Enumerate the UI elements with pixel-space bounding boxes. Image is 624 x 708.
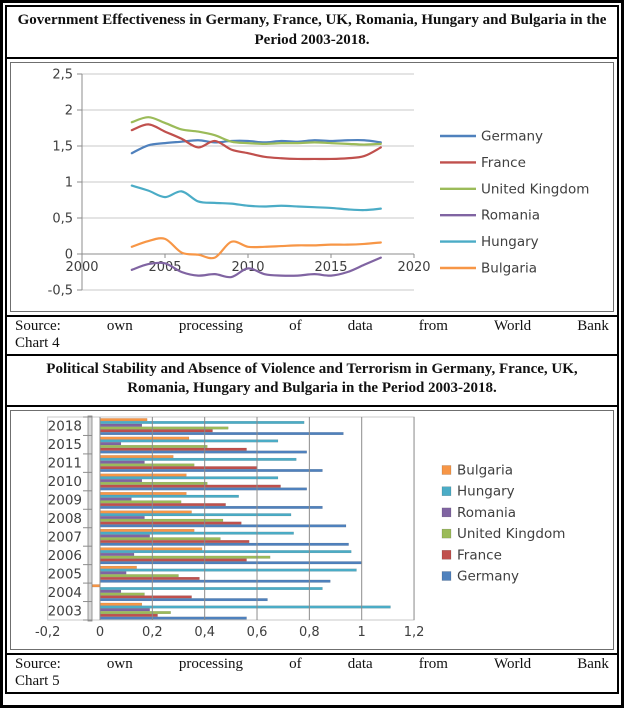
category-label: 2015 xyxy=(47,437,82,454)
x-tick-label: 1 xyxy=(357,625,366,641)
government-effectiveness-chart xyxy=(12,64,612,310)
legend-label: Germany xyxy=(457,568,520,585)
bar-united-kingdom-2018 xyxy=(100,427,228,430)
bar-united-kingdom-2009 xyxy=(100,501,181,504)
source-word: of xyxy=(289,656,302,673)
x-tick-label: 1,2 xyxy=(403,625,425,641)
y-tick-label: 1,5 xyxy=(52,139,73,155)
legend-label: Hungary xyxy=(457,483,515,500)
bar-germany-2005 xyxy=(100,580,330,583)
series-line-hungary xyxy=(132,185,381,209)
x-tick-label: 0,8 xyxy=(299,625,320,641)
category-label: 2008 xyxy=(47,511,82,528)
category-label: 2007 xyxy=(47,529,82,546)
legend-square-swatch xyxy=(442,466,451,475)
bar-bulgaria-2009 xyxy=(100,492,186,495)
chart4-label: Chart 4 xyxy=(15,334,60,351)
bar-germany-2015 xyxy=(100,451,307,454)
bar-germany-2003 xyxy=(100,617,247,620)
source-word: from xyxy=(418,317,448,334)
series-line-bulgaria xyxy=(132,238,381,258)
bar-bulgaria-2018 xyxy=(100,419,147,422)
legend-label: United Kingdom xyxy=(481,180,590,197)
bar-bulgaria-2011 xyxy=(100,455,173,458)
category-label: 2005 xyxy=(47,566,82,583)
bar-romania-2011 xyxy=(100,461,144,464)
legend-label: Romania xyxy=(457,505,517,522)
bar-bulgaria-2015 xyxy=(100,437,189,440)
bar-france-2010 xyxy=(100,485,281,488)
bar-france-2004 xyxy=(100,596,192,599)
bar-france-2018 xyxy=(100,430,213,433)
category-label: 2003 xyxy=(47,603,82,620)
chart4-frame xyxy=(10,62,614,312)
source-line xyxy=(15,318,609,335)
x-tick-label: 2020 xyxy=(397,259,431,275)
legend-label: France xyxy=(457,547,502,564)
bar-united-kingdom-2005 xyxy=(100,575,179,578)
category-label: 2018 xyxy=(47,418,82,435)
chart5-title: Political Stability and Absence of Violence and Terrorism in Germany, France, UK, Romania, Hungary and Bulgaria in the Period 2003-2018. xyxy=(5,354,619,408)
source-line xyxy=(15,656,609,673)
bar-romania-2006 xyxy=(100,553,134,556)
bar-hungary-2005 xyxy=(100,569,356,572)
chart4-cell xyxy=(5,57,619,317)
bar-romania-2015 xyxy=(100,443,121,446)
bar-france-2007 xyxy=(100,540,249,543)
bar-united-kingdom-2006 xyxy=(100,556,270,559)
bar-france-2003 xyxy=(100,614,158,617)
category-axis xyxy=(88,416,92,621)
legend-label: Bulgaria xyxy=(481,260,537,277)
x-tick-label: 0 xyxy=(95,625,105,641)
bar-united-kingdom-2003 xyxy=(100,611,171,614)
source-word: own xyxy=(106,317,133,334)
x-tick-label: 0,4 xyxy=(194,625,216,641)
bar-hungary-2009 xyxy=(100,495,239,498)
legend-label: Romania xyxy=(481,207,541,224)
bar-germany-2004 xyxy=(100,599,267,602)
chart4-source-cell xyxy=(5,315,619,356)
bar-united-kingdom-2007 xyxy=(100,538,220,541)
bar-romania-2009 xyxy=(100,498,131,501)
legend-square-swatch xyxy=(442,550,451,559)
bar-germany-2007 xyxy=(100,543,349,546)
chart5-source-cell xyxy=(5,653,619,694)
bar-hungary-2011 xyxy=(100,458,296,461)
bar-united-kingdom-2004 xyxy=(100,593,144,596)
chart4-title: Government Effectiveness in Germany, France, UK, Romania, Hungary and Bulgaria in the Period 2003-2018. xyxy=(5,5,619,59)
legend-square-swatch xyxy=(442,508,451,517)
bar-romania-2018 xyxy=(100,424,142,427)
legend-label: United Kingdom xyxy=(457,526,566,543)
bar-hungary-2003 xyxy=(100,606,390,609)
x-tick-label: 2015 xyxy=(314,259,348,275)
bar-france-2009 xyxy=(100,504,226,507)
y-tick-label: 0 xyxy=(64,247,73,263)
chart5-frame xyxy=(10,410,614,650)
source-word: Source: xyxy=(15,317,61,334)
bar-romania-2004 xyxy=(100,590,121,593)
legend-label: Hungary xyxy=(481,233,539,250)
legend-square-swatch xyxy=(442,487,451,496)
bar-bulgaria-2010 xyxy=(100,474,186,477)
x-tick-label: 0,2 xyxy=(141,625,163,641)
source-word: Bank xyxy=(577,317,609,334)
bar-france-2006 xyxy=(100,559,247,562)
source-word: from xyxy=(418,656,448,673)
bar-romania-2008 xyxy=(100,516,144,519)
x-tick-label: 2010 xyxy=(231,259,265,275)
bar-bulgaria-2007 xyxy=(100,529,194,532)
source-word: Source: xyxy=(15,656,61,673)
chart5-cell xyxy=(5,405,619,655)
x-tick-label: -0,2 xyxy=(34,625,61,641)
y-tick-label: 0,5 xyxy=(52,211,73,227)
source-word: own xyxy=(106,656,133,673)
category-label: 2011 xyxy=(47,455,82,472)
legend-label: Bulgaria xyxy=(457,462,513,479)
y-tick-label: -0,5 xyxy=(47,283,73,299)
category-label: 2010 xyxy=(47,474,82,491)
bar-germany-2009 xyxy=(100,506,322,509)
source-word: Bank xyxy=(577,656,609,673)
bar-bulgaria-2005 xyxy=(100,566,137,569)
bar-hungary-2004 xyxy=(100,587,322,590)
source-word: data xyxy=(347,656,373,673)
y-tick-label: 1 xyxy=(64,175,73,191)
legend-square-swatch xyxy=(442,572,451,581)
bar-france-2008 xyxy=(100,522,241,525)
bar-bulgaria-2003 xyxy=(100,603,142,606)
bar-france-2015 xyxy=(100,448,247,451)
bar-germany-2018 xyxy=(100,432,343,435)
bar-hungary-2007 xyxy=(100,532,294,535)
bar-romania-2005 xyxy=(100,572,126,575)
bar-romania-2010 xyxy=(100,480,142,483)
bar-germany-2010 xyxy=(100,488,307,491)
source-word: processing xyxy=(178,317,244,334)
bar-france-2011 xyxy=(100,467,257,470)
bar-hungary-2018 xyxy=(100,421,304,424)
y-tick-label: 2 xyxy=(64,103,73,119)
series-line-germany xyxy=(132,140,381,153)
political-stability-chart xyxy=(12,412,612,648)
bar-united-kingdom-2011 xyxy=(100,464,194,467)
legend-square-swatch xyxy=(442,529,451,538)
source-word: processing xyxy=(178,656,244,673)
source-word: of xyxy=(289,317,302,334)
bar-bulgaria-2006 xyxy=(100,548,202,551)
category-label: 2006 xyxy=(47,548,82,565)
source-word: World xyxy=(494,317,532,334)
bar-romania-2003 xyxy=(100,609,150,612)
bar-france-2005 xyxy=(100,577,199,580)
bar-bulgaria-2004 xyxy=(92,585,100,588)
y-tick-label: 2,5 xyxy=(52,67,73,83)
bar-romania-2007 xyxy=(100,535,150,538)
bar-hungary-2006 xyxy=(100,551,351,554)
bar-united-kingdom-2010 xyxy=(100,482,207,485)
bar-hungary-2015 xyxy=(100,440,278,443)
chart5-label: Chart 5 xyxy=(15,673,60,690)
bar-bulgaria-2008 xyxy=(100,511,192,514)
source-word: World xyxy=(494,656,532,673)
bar-germany-2006 xyxy=(100,562,362,565)
bar-hungary-2010 xyxy=(100,477,278,480)
x-tick-label: 2005 xyxy=(148,259,182,275)
category-label: 2009 xyxy=(47,492,82,509)
x-tick-label: 0,6 xyxy=(246,625,268,641)
legend-label: Germany xyxy=(481,128,544,145)
source-word: data xyxy=(347,317,373,334)
x-tick-label: 2000 xyxy=(65,259,99,275)
bar-hungary-2008 xyxy=(100,514,291,517)
bar-united-kingdom-2015 xyxy=(100,445,207,448)
category-label: 2004 xyxy=(47,585,82,602)
legend-label: France xyxy=(481,154,526,171)
bar-germany-2011 xyxy=(100,469,322,472)
